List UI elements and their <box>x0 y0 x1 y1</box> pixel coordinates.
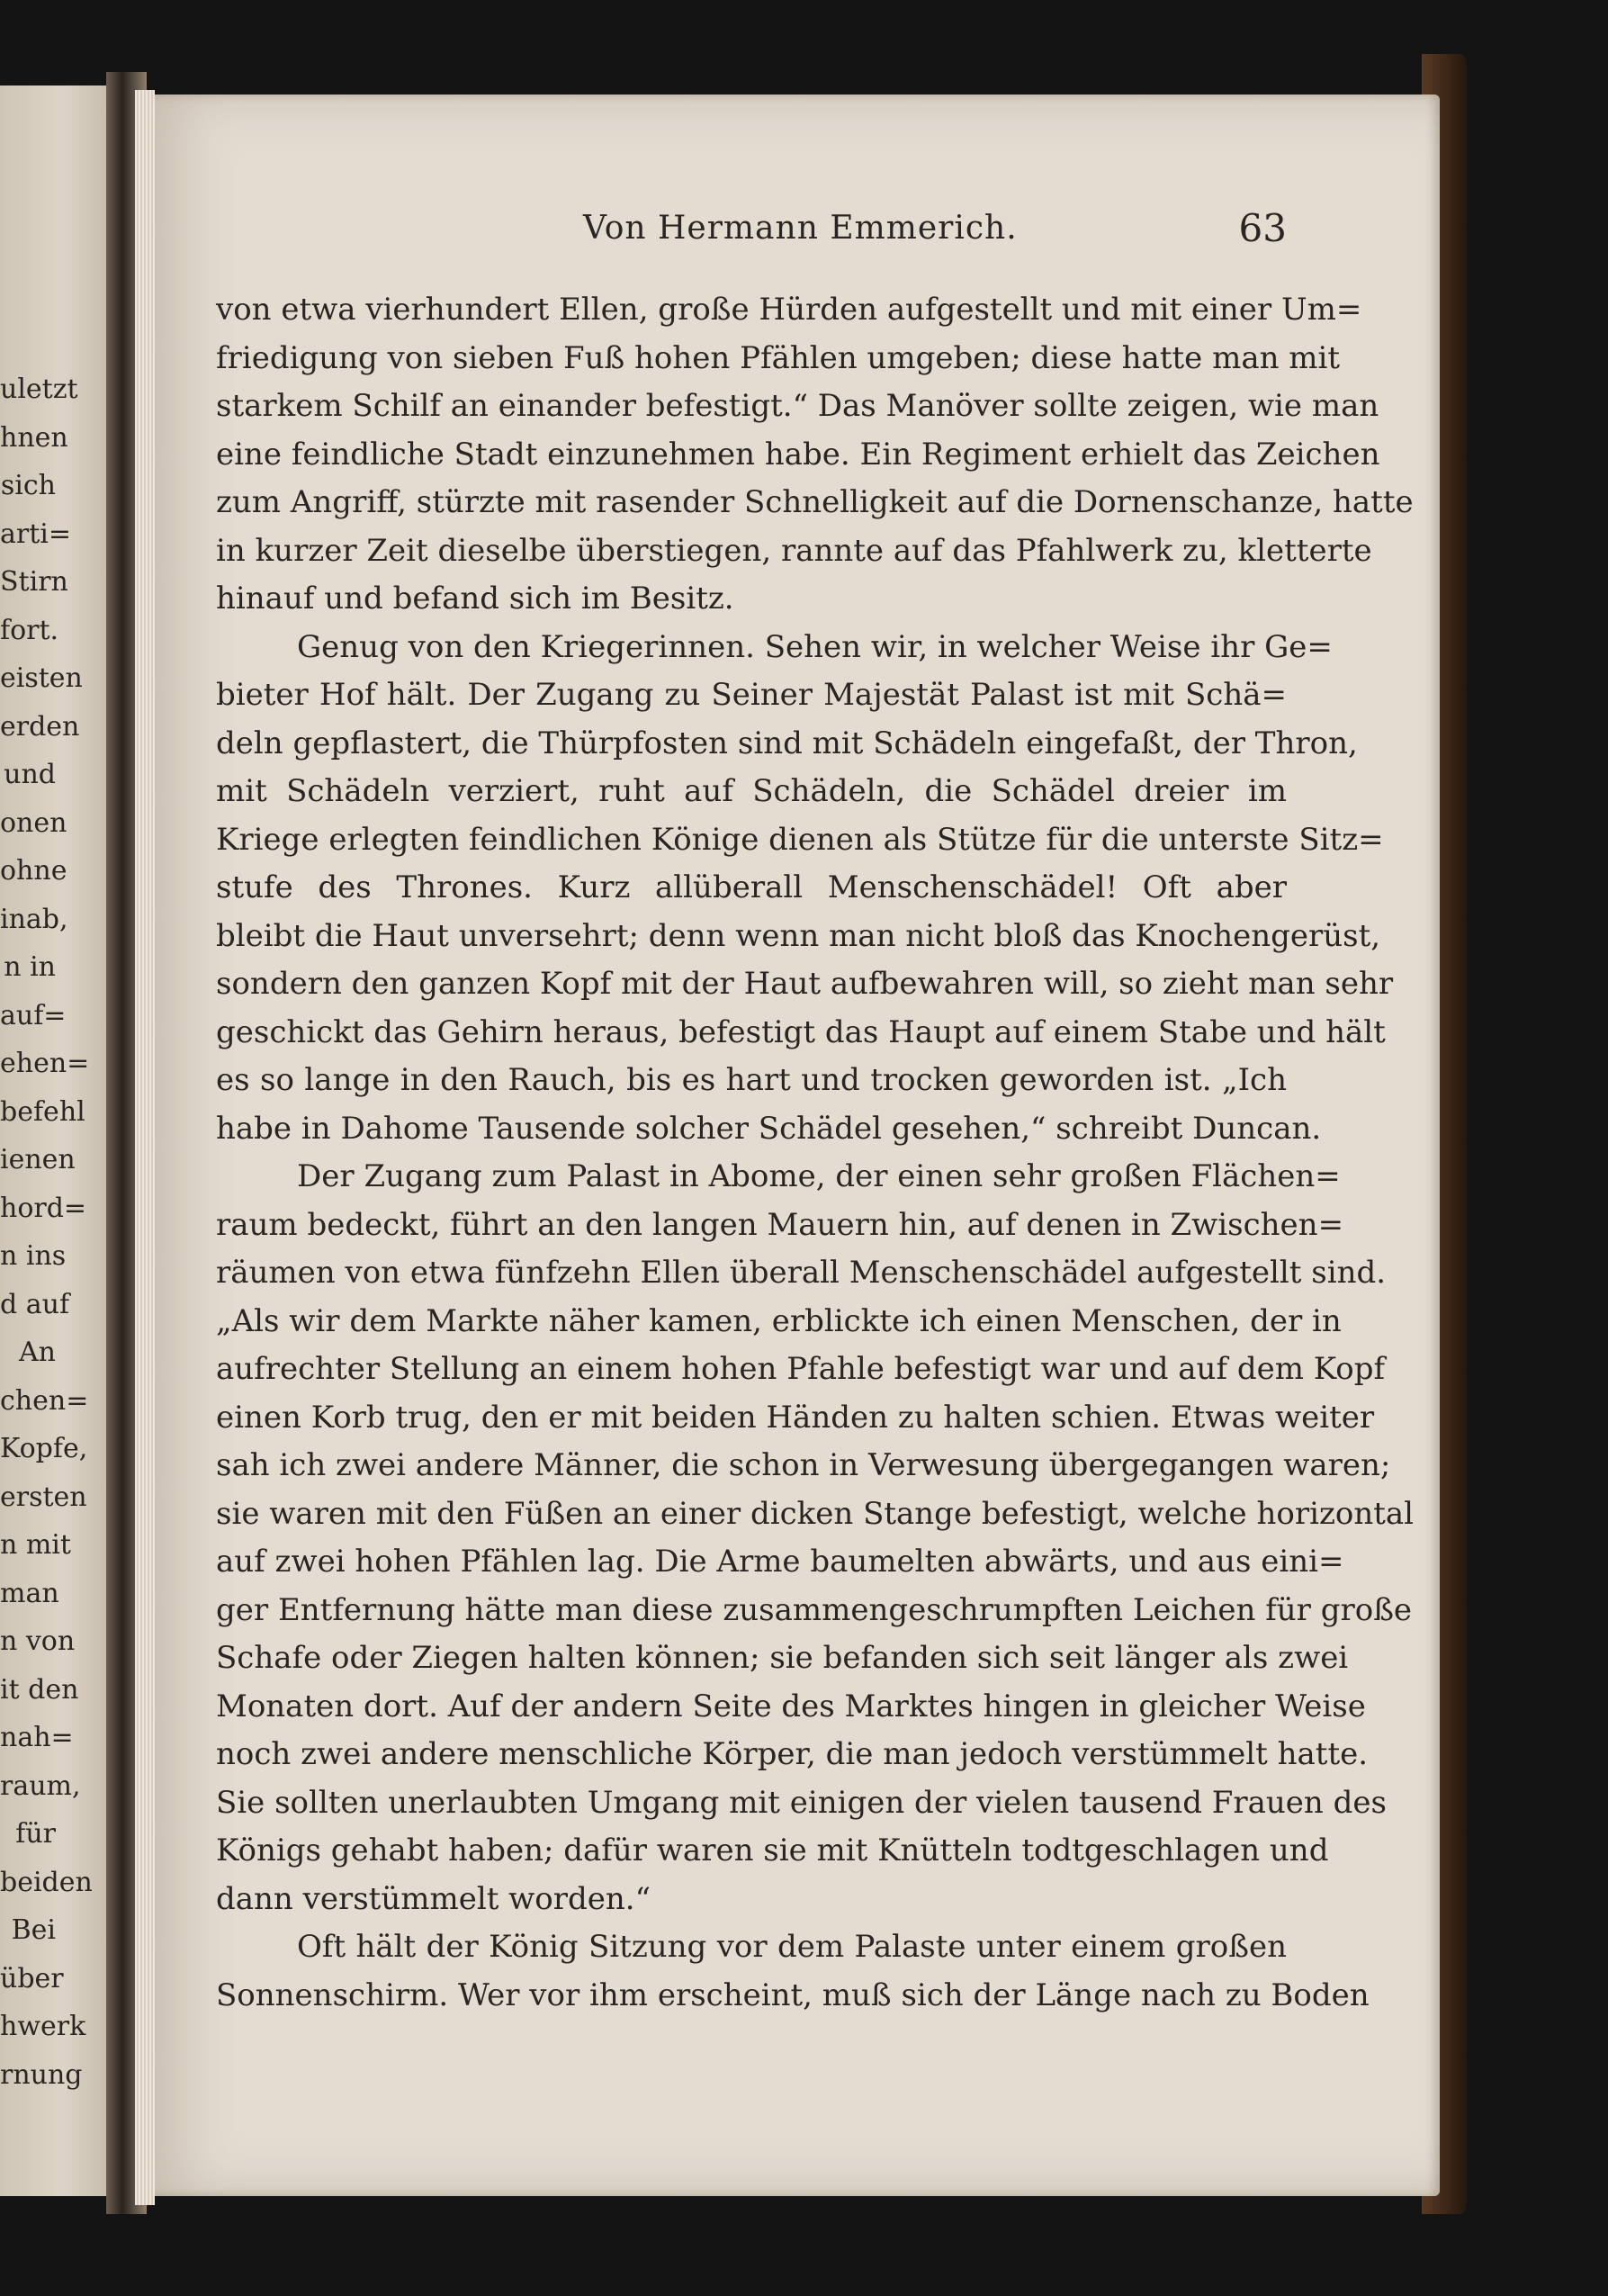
text-line: bieter Hof hält. Der Zugang zu Seiner Majestät Palast ist mit Schä= <box>216 677 1287 713</box>
text-line: in kurzer Zeit dieselbe überstiegen, rannte auf das Pfahlwerk zu, kletterte <box>216 532 1372 569</box>
left-page-word: onen <box>0 806 67 839</box>
left-page-word: ohne <box>0 855 67 887</box>
left-page-word: n von <box>0 1625 76 1657</box>
left-page-word: ehen= <box>0 1048 90 1079</box>
text-line: ger Entfernung hätte man diese zusammengeschrumpften Leichen für große <box>216 1591 1413 1628</box>
text-line: aufrechter Stellung an einem hohen Pfahle befestigt war und auf dem Kopf <box>216 1351 1386 1387</box>
left-page-word: raum, <box>0 1769 81 1802</box>
text-line: starkem Schilf an einander befestigt.“ Das Manöver sollte zeigen, wie man <box>216 388 1379 424</box>
text-line: sondern den ganzen Kopf mit der Haut aufbewahren will, so zieht man sehr <box>216 966 1394 1002</box>
left-page-word: n ins <box>0 1240 67 1272</box>
left-page-word: n in <box>4 951 56 983</box>
text-line: bleibt die Haut unversehrt; denn wenn man nicht bloß das Knochengerüst, <box>216 917 1381 954</box>
text-line: habe in Dahome Tausende solcher Schädel gesehen,“ schreibt Duncan. <box>216 1110 1322 1147</box>
text-line: raum bedeckt, führt an den langen Mauern hin, auf denen in Zwischen= <box>216 1206 1344 1243</box>
left-page-word: chen= <box>0 1384 89 1417</box>
left-page <box>0 86 115 2196</box>
text-line: Genug von den Kriegerinnen. Sehen wir, in welcher Weise ihr Ge= <box>297 628 1333 665</box>
left-page-word: nah= <box>0 1722 74 1753</box>
text-line: es so lange in den Rauch, bis es hart und trocken geworden ist. „Ich <box>216 1062 1287 1098</box>
text-line: geschickt das Gehirn heraus, befestigt das Haupt auf einem Stabe und hält <box>216 1013 1386 1050</box>
text-line: dann verstümmelt worden.“ <box>216 1880 651 1917</box>
text-line: zum Angriff, stürzte mit rasender Schnelligkeit auf die Dornenschanze, hatte <box>216 484 1414 520</box>
page-number: 63 <box>1238 206 1287 250</box>
text-line: Königs gehabt haben; dafür waren sie mit Knütteln todtgeschlagen und <box>216 1832 1329 1868</box>
left-page-word: sich <box>0 470 56 501</box>
left-page-word: erden <box>0 710 80 743</box>
body-text <box>216 286 1415 2020</box>
left-page-word: d auf <box>0 1288 70 1320</box>
left-page-word: hnen <box>0 421 68 454</box>
left-page-word: inab, <box>0 903 68 935</box>
text-line: Schafe oder Ziegen halten können; sie befanden sich seit länger als zwei <box>216 1640 1349 1676</box>
left-page-word: hwerk <box>0 2011 86 2042</box>
text-line: noch zwei andere menschliche Körper, die man jedoch verstümmelt hatte. <box>216 1736 1369 1772</box>
left-page-word: fort. <box>0 614 59 646</box>
page-header <box>144 203 1287 257</box>
left-page-word: n mit <box>0 1529 71 1561</box>
left-page-word: auf= <box>0 999 67 1031</box>
text-line: sie waren mit den Füßen an einer dicken Stange befestigt, welche horizontal <box>216 1495 1415 1532</box>
left-page-word: für <box>15 1818 56 1850</box>
left-page-word: An <box>19 1337 56 1368</box>
left-page-word: Kopfe, <box>0 1433 88 1464</box>
running-head: Von Hermann Emmerich. <box>583 210 1018 247</box>
left-page-word: beiden <box>0 1866 93 1898</box>
text-line: „Als wir dem Markte näher kamen, erblickte ich einen Menschen, der in <box>216 1302 1342 1339</box>
text-line: mit Schädeln verziert, ruht auf Schädeln, die Schädel dreier im <box>216 773 1287 809</box>
left-page-word: ersten <box>0 1481 87 1513</box>
text-line: auf zwei hohen Pfählen lag. Die Arme baumelten abwärts, und aus eini= <box>216 1544 1344 1580</box>
left-page-word: und <box>4 759 56 790</box>
left-page-word: befehl <box>0 1095 85 1128</box>
left-page-word-column <box>0 374 93 2107</box>
left-page-word: Stirn <box>0 566 68 598</box>
text-line: Monaten dort. Auf der andern Seite des Marktes hingen in gleicher Weise <box>216 1688 1366 1724</box>
text-line: Oft hält der König Sitzung vor dem Palaste unter einem großen <box>297 1929 1287 1965</box>
left-page-word: uletzt <box>0 374 78 405</box>
text-line: sah ich zwei andere Männer, die schon in Verwesung übergegangen waren; <box>216 1447 1391 1483</box>
left-page-word: Bei <box>11 1914 56 1946</box>
left-page-word: eisten <box>0 662 83 694</box>
text-line: einen Korb trug, den er mit beiden Händen zu halten schien. Etwas weiter <box>216 1399 1375 1436</box>
text-line: stufe des Thrones. Kurz allüberall Menschenschädel! Oft aber <box>216 869 1287 905</box>
text-line: eine feindliche Stadt einzunehmen habe. Ein Regiment erhielt das Zeichen <box>216 436 1380 473</box>
text-line: von etwa vierhundert Ellen, große Hürden aufgestellt und mit einer Um= <box>216 292 1362 328</box>
text-line: Sie sollten unerlaubten Umgang mit einigen der vielen tausend Frauen des <box>216 1784 1387 1821</box>
text-line: räumen von etwa fünfzehn Ellen überall Menschenschädel aufgestellt sind. <box>216 1255 1387 1291</box>
page-edges <box>135 90 155 2205</box>
text-line: Der Zugang zum Palast in Abome, der einen sehr großen Flächen= <box>297 1158 1341 1194</box>
text-line: Sonnenschirm. Wer vor ihm erscheint, muß sich der Länge nach zu Boden <box>216 1976 1370 2013</box>
left-page-word: über <box>0 1962 64 1994</box>
left-page-word: hord= <box>0 1192 87 1224</box>
left-page-word: arti= <box>0 518 72 550</box>
left-page-word: rnung <box>0 2058 83 2091</box>
text-line: deln gepflastert, die Thürpfosten sind mit Schädeln eingefaßt, der Thron, <box>216 725 1358 761</box>
left-page-word: ienen <box>0 1144 76 1175</box>
text-line: friedigung von sieben Fuß hohen Pfählen umgeben; diese hatte man mit <box>216 339 1341 376</box>
text-line: hinauf und befand sich im Besitz. <box>216 581 734 617</box>
left-page-word: it den <box>0 1673 79 1706</box>
left-page-word: man <box>0 1577 59 1609</box>
text-line: Kriege erlegten feindlichen Könige dienen als Stütze für die unterste Sitz= <box>216 821 1384 858</box>
